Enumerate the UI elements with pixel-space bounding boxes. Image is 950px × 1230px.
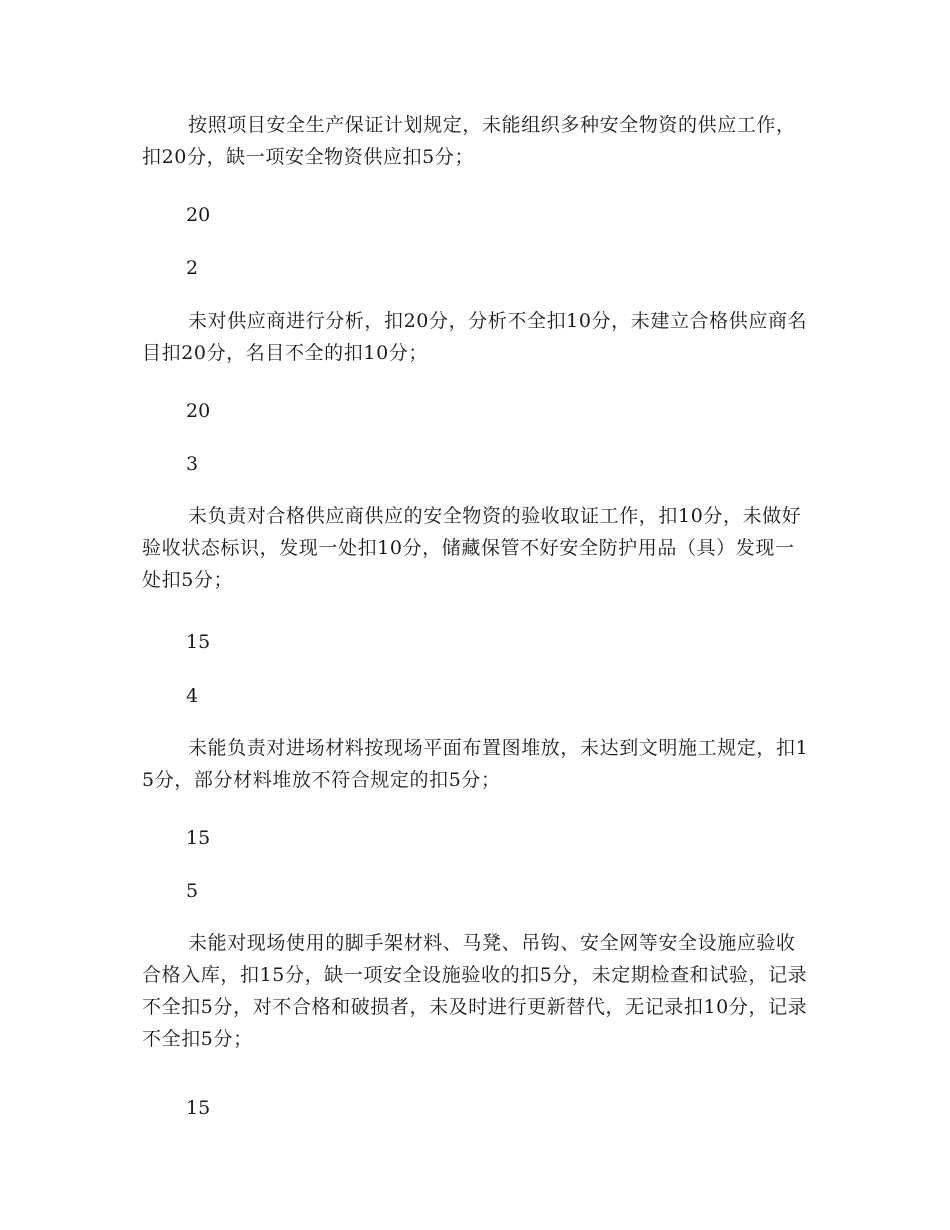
criterion-text-5: 未能对现场使用的脚手架材料、马凳、吊钩、安全网等安全设施应验收合格入库，扣15分，缺一项安全设施验收的扣5分，未定期检查和试验，记录不全扣5分，对不合格和破损者，未及时进行更新替代，无记录扣10分，记录不全扣5分； [142,932,808,1050]
score-value-4: 15 [186,827,211,849]
score-value-2: 20 [186,400,211,422]
item-index-5: 5 [186,880,199,902]
item-index-3: 3 [186,453,199,475]
criterion-text-1: 按照项目安全生产保证计划规定，未能组织多种安全物资的供应工作，扣20分，缺一项安全物资供应扣5分； [142,114,796,168]
criterion-text-3: 未负责对合格供应商供应的安全物资的验收取证工作，扣10分，未做好验收状态标识，发现一处扣10分，储藏保管不好安全防护用品（具）发现一处扣5分； [142,505,802,591]
score-value-5: 15 [186,1097,211,1119]
item-index-2: 2 [186,257,199,279]
criterion-text-4: 未能负责对进场材料按现场平面布置图堆放，未达到文明施工规定，扣15分，部分材料堆放不符合规定的扣5分； [142,737,809,791]
score-value-1: 20 [186,204,211,226]
criterion-text-2: 未对供应商进行分析，扣20分，分析不全扣10分，未建立合格供应商名目扣20分，名目不全的扣10分； [142,310,808,364]
score-value-3: 15 [186,631,211,653]
item-index-4: 4 [186,685,199,707]
